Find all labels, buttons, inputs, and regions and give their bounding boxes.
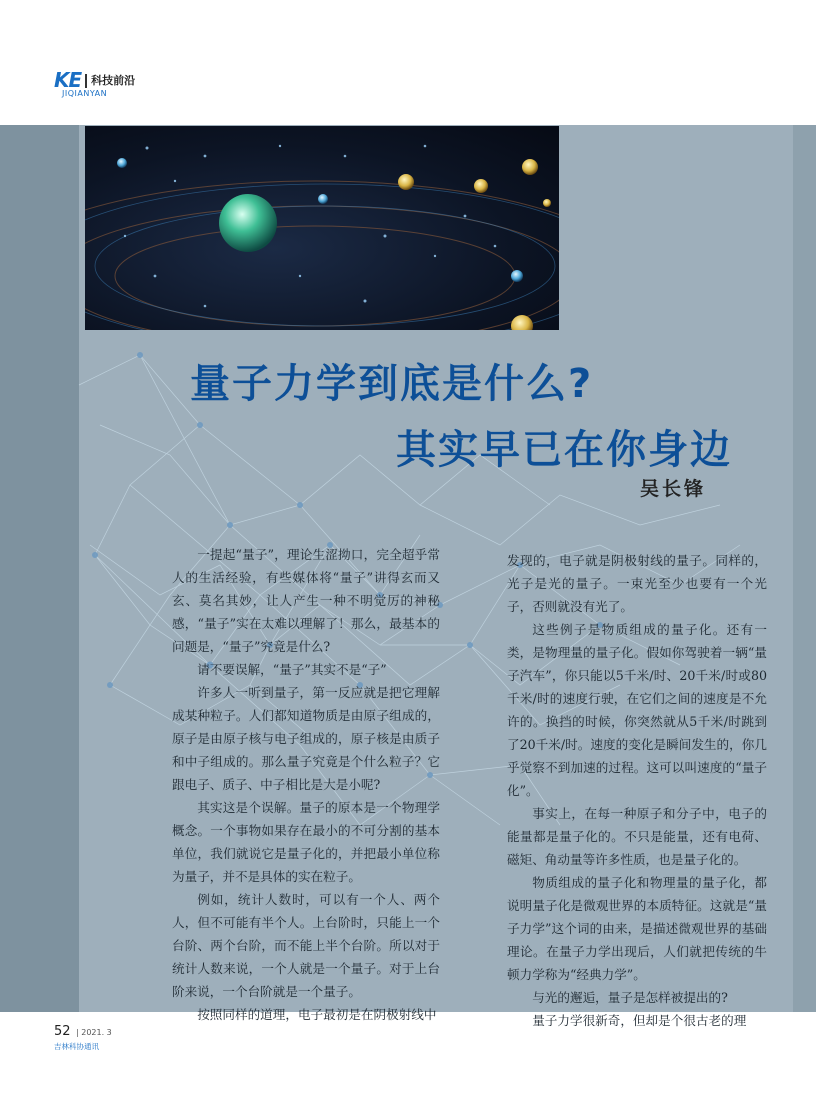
paragraph: 请不要误解，“量子”其实不是“子” [197, 662, 387, 677]
article-title-line1: 量子力学到底是什么? [190, 361, 594, 407]
paragraph-continued: 发现的，电子就是阴极射线的量子。同样的，光子是光的量子。一束光至少也要有一个光子，否则就没有光了。 [507, 553, 767, 614]
paragraph: 事实上，在每一种原子和分子中，电子的能量都是量子化的。不只是能量，还有电荷、磁矩、角动量等许多性质，也是量子化的。 [507, 806, 767, 867]
paragraph: 一提起“量子”，理论生涩拗口，完全超乎常人的生活经验，有些媒体将“量子”讲得玄而又玄、莫名其妙，让人产生一种不明觉厉的神秘感，“量子”实在太难以理解了！那么，最基本的问题是，“量子”究竟是什么? [172, 547, 440, 654]
paragraph: 物质组成的量子化和物理量的量子化，都说明量子化是微观世界的本质特征。这就是“量子力学”这个词的由来，是描述微观世界的基础理论。在量子力学出现后，人们就把传统的牛顿力学称为“经典力学”。 [507, 875, 767, 982]
paragraph: 许多人一听到量子，第一反应就是把它理解成某种粒子。人们都知道物质是由原子组成的，原子是由原子核与电子组成的，原子核是由质子和中子组成的。那么量子究竟是个什么粒子？它跟电子、质子、中子相比是大是小呢? [172, 685, 440, 792]
article-title-line2: 其实早已在你身边 [396, 427, 732, 473]
section-name-pinyin: JIQIANYAN [62, 89, 108, 98]
article-author: 吴长锋 [640, 478, 707, 500]
paragraph: 量子力学很新奇，但却是个很古老的理 [532, 1013, 747, 1028]
article-body-left-column [172, 543, 440, 1026]
logo-ke: KE [54, 68, 82, 92]
paragraph: 其实这是个误解。量子的原本是一个物理学概念。一个事物如果存在最小的不可分割的基本单位，我们就说它是量子化的，并把最小单位称为量子，并不是具体的实在粒子。 [172, 800, 440, 884]
page-number: 52 [54, 1024, 71, 1039]
section-name: 科技前沿 [91, 74, 136, 87]
paragraph: 按照同样的道理，电子最初是在阴极射线中 [197, 1007, 437, 1022]
magazine-name: 吉林科协通讯 [54, 1042, 99, 1051]
issue-label: | 2021. 3 [76, 1028, 112, 1037]
hero-image-cosmic-orbs [85, 126, 559, 330]
section-subheading: 与光的邂逅，量子是怎样被提出的? [532, 990, 728, 1005]
paragraph: 例如，统计人数时，可以有一个人、两个人，但不可能有半个人。上台阶时，只能上一个台阶、两个台阶，而不能上半个台阶。所以对于统计人数来说，一个人就是一个量子。对于上台阶来说，一个台阶就是一个量子。 [172, 892, 440, 999]
logo-divider [85, 74, 87, 88]
paragraph: 这些例子是物质组成的量子化。还有一类，是物理量的量子化。假如你驾驶着一辆“量子汽车”，你只能以5千米/时、20千米/时或80千米/时的速度行驶，在它们之间的速度是不允许的。换挡的时候，你突然就从5千米/时跳到了20千米/时。速度的变化是瞬间发生的，你几乎觉察不到加速的过程。这可以叫速度的“量子化”。 [507, 622, 767, 798]
article-body-right-column [507, 549, 767, 1032]
